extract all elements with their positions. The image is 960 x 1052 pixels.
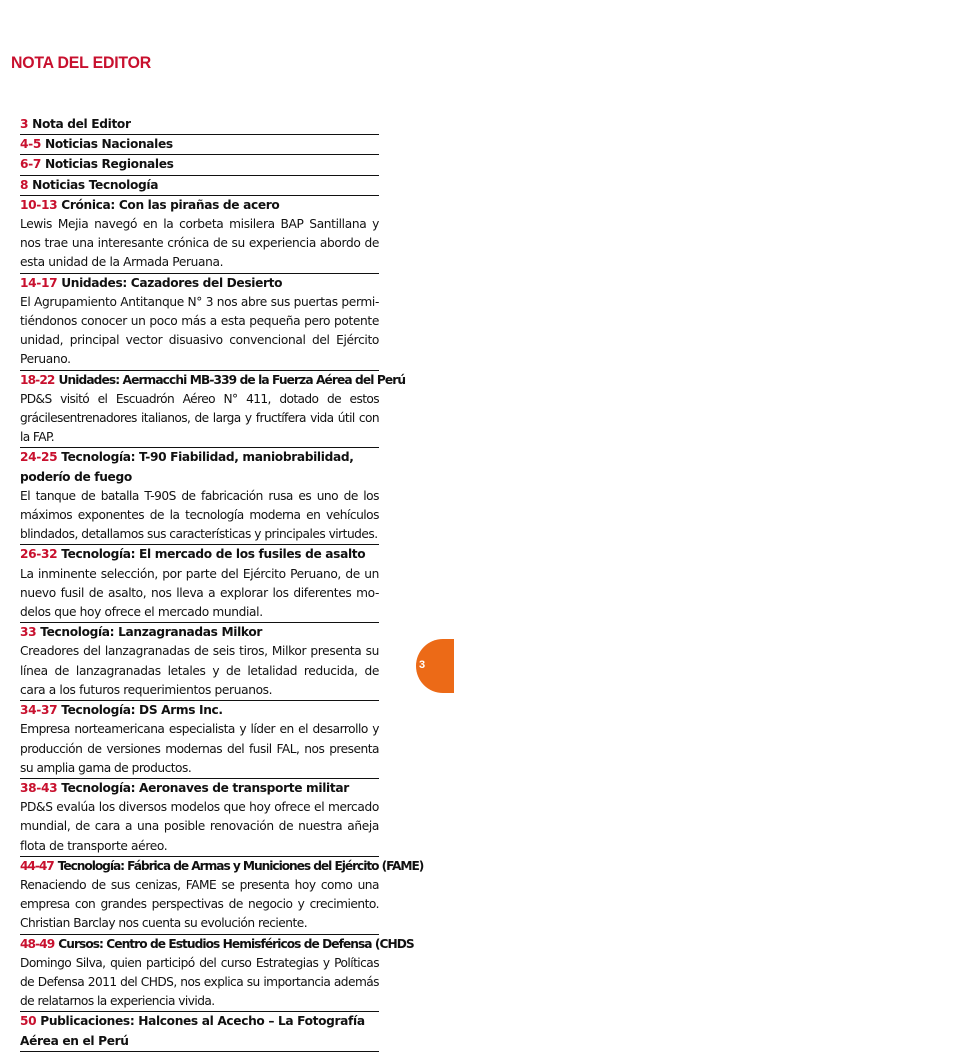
toc-entry-description: Creadores del lanzagranadas de seis tiros, Milkor presenta su línea de lanzagranadas letales y de letalidad reducida, de cara a los futuros requerimientos peruanos.	[20, 644, 379, 697]
toc-entry-title: Tecnología: Aeronaves de transporte militar	[61, 780, 349, 795]
toc-entry-description: Domingo Silva, quien participó del curso Estrategias y Políticas de Defensa 2011 del CHDS, nos explica su importancia además de relatarnos la experiencia vivida.	[20, 955, 379, 1009]
toc-entry-title: Noticias Regionales	[44, 157, 174, 172]
toc-page-number: 14-17	[20, 275, 58, 290]
toc-entry-heading	[20, 1012, 379, 1050]
toc-page-number: 3	[20, 117, 29, 131]
page-number-tab	[416, 639, 454, 693]
section-title: NOTA DEL EDITOR	[11, 54, 151, 72]
toc-entry-heading	[20, 935, 414, 954]
toc-entry-title: Noticias Nacionales	[44, 137, 173, 152]
toc-entry-heading	[20, 196, 379, 215]
toc-page-number: 38-43	[20, 780, 58, 795]
toc-page-number: 33	[20, 625, 37, 640]
toc-entry-title: Crónica: Con las pirañas de acero	[61, 197, 280, 212]
toc-entry	[20, 1012, 379, 1051]
toc-page-number: 18-22	[20, 372, 55, 387]
toc-entry-title: Publicaciones: Halcones al Acecho – La Fotografía Aérea en el Perú	[20, 1014, 365, 1048]
toc-entry-description: Lewis Mejia navegó en la corbeta misilera BAP Santillana y nos trae una interesante crónica de su experiencia abordo de esta unidad de la Armada Peruana.	[20, 217, 379, 270]
toc-entry-title: Tecnología: El mercado de los fusiles de asalto	[61, 547, 366, 562]
toc-entry-description: El Agrupamiento Antitanque N° 3 nos abre sus puertas permi-tiéndonos conocer un poco más a esta pequeña pero potente unidad, principal vector disuasivo convencional del Ejército Peruano.	[20, 294, 379, 367]
toc-entry-title: Unidades: Cazadores del Desierto	[61, 275, 283, 290]
toc-entry-heading	[20, 155, 379, 174]
toc-entry-description: Empresa norteamericana especialista y líder en el desarrollo y producción de versiones modernas del fusil FAL, nos presenta su amplia gama de productos.	[20, 722, 379, 775]
toc-entry	[20, 274, 379, 371]
toc-entry	[20, 155, 379, 175]
toc-entry-description: PD&S evalúa los diversos modelos que hoy ofrece el mercado mundial, de cara a una posible renovación de nuestra añeja flota de transporte aéreo.	[20, 800, 379, 853]
toc-entry	[20, 115, 379, 135]
toc-entry-title: Cursos: Centro de Estudios Hemisféricos de Defensa (CHDS	[58, 936, 414, 951]
toc-entry	[20, 448, 379, 545]
toc-page-number: 26-32	[20, 547, 58, 562]
toc-entry	[20, 701, 379, 779]
toc-page-number: 4-5	[20, 137, 41, 152]
toc-entry-heading	[20, 448, 379, 486]
toc-entry-description: El tanque de batalla T-90S de fabricación rusa es uno de los máximos exponentes de la tecnología moderna en vehículos blindados, detallamos sus características y principales virtudes.	[20, 488, 379, 542]
toc-page-number: 6-7	[20, 157, 41, 172]
toc-entry	[20, 545, 379, 623]
toc-entry	[20, 857, 424, 935]
toc-entry	[20, 623, 379, 701]
toc-entry-heading	[20, 779, 379, 798]
toc-page-number: 34-37	[20, 703, 58, 718]
page-number: 3	[419, 659, 426, 671]
toc-page-number: 8	[20, 177, 29, 192]
toc-entry-title: Tecnología: Fábrica de Armas y Municiones del Ejército (FAME)	[57, 858, 424, 873]
toc-entry	[20, 371, 406, 449]
toc-entry-heading	[20, 371, 406, 390]
toc-entry-heading	[20, 545, 379, 564]
toc-entry-heading	[20, 176, 379, 195]
toc-page-number: 50	[20, 1014, 37, 1029]
toc-entry	[20, 779, 379, 857]
toc-entry-heading	[20, 135, 379, 154]
toc-entry	[20, 135, 379, 155]
toc-page-number: 48-49	[20, 936, 55, 951]
toc-entry-title: Noticias Tecnología	[32, 177, 159, 192]
toc-entry-title: Tecnología: Lanzagranadas Milkor	[40, 625, 263, 640]
toc-page-number: 24-25	[20, 450, 58, 465]
toc-entry-heading	[20, 857, 424, 876]
toc-entry-description: Renaciendo de sus cenizas, FAME se presenta hoy como una empresa con grandes perspectivas de negocio y crecimiento. Christian Barclay nos cuenta su evolución reciente.	[20, 877, 379, 931]
toc-entry	[20, 935, 414, 1013]
toc-page-number: 10-13	[20, 197, 58, 212]
toc-entry-heading	[20, 115, 379, 134]
table-of-contents	[20, 115, 424, 1052]
toc-entry-title: Unidades: Aermacchi MB-339 de la Fuerza Aérea del Perú	[58, 372, 406, 387]
toc-entry-title: Tecnología: DS Arms Inc.	[61, 703, 223, 718]
toc-entry-title: Tecnología: T-90 Fiabilidad, maniobrabilidad, poderío de fuego	[20, 450, 354, 484]
toc-entry-heading	[20, 701, 379, 720]
toc-entry-title: Nota del Editor	[32, 117, 131, 131]
toc-entry	[20, 176, 379, 196]
toc-entry-heading	[20, 274, 379, 293]
toc-entry-description: PD&S visitó el Escuadrón Aéreo N° 411, dotado de estos grácilesentrenadores italianos, de larga y fructífera vida útil con la FAP.	[20, 391, 379, 445]
toc-entry-description: La inminente selección, por parte del Ejército Peruano, de un nuevo fusil de asalto, nos lleva a explorar los diferentes mo-delos que hoy ofrece el mercado mundial.	[20, 566, 379, 620]
toc-entry	[20, 196, 379, 274]
toc-page-number: 44-47	[20, 858, 54, 873]
toc-entry-heading	[20, 623, 379, 642]
